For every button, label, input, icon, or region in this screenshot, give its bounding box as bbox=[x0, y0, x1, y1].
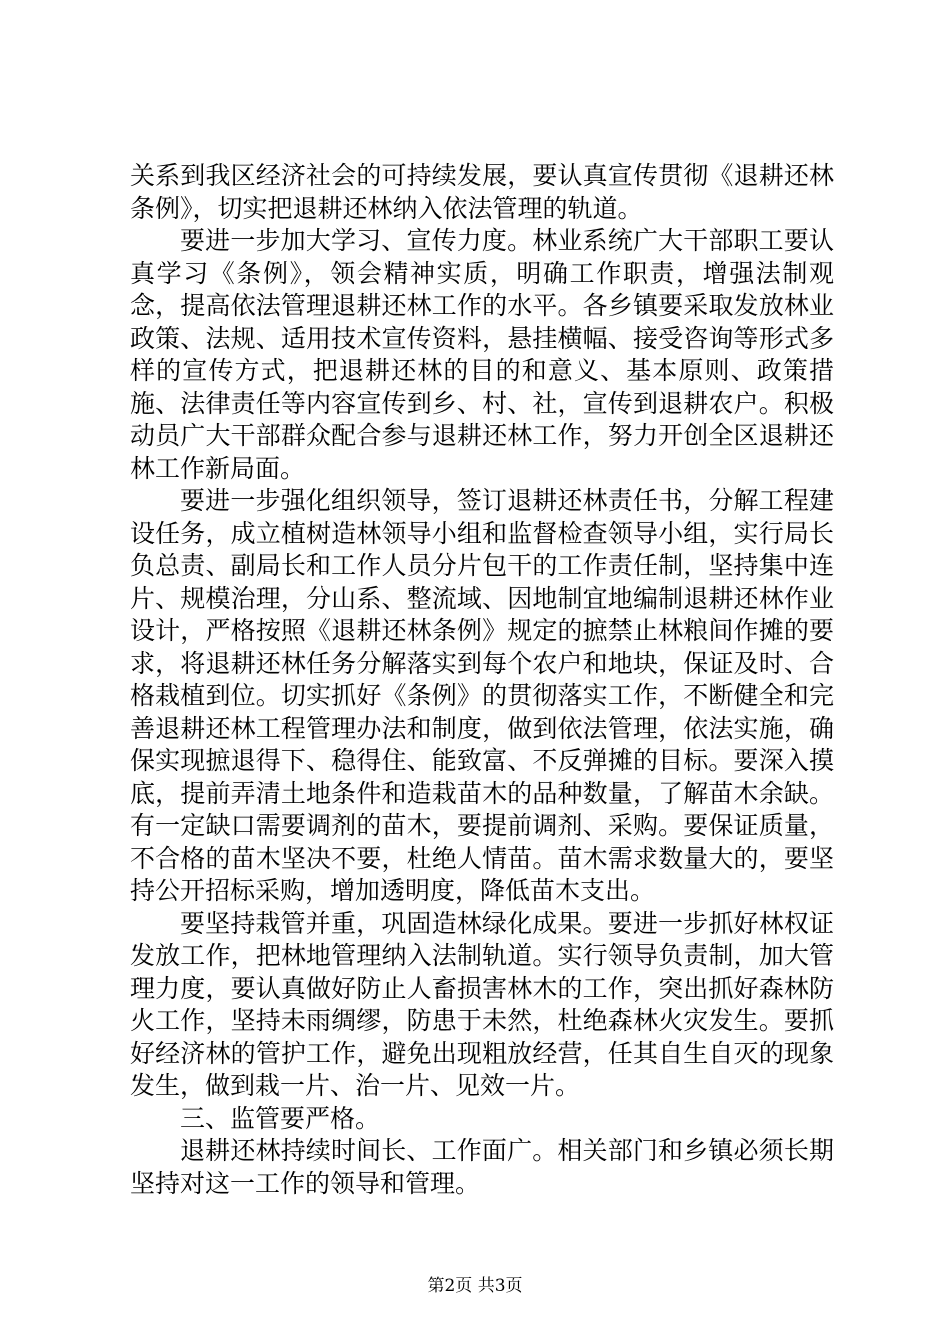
paragraph-planting-management: 要坚持栽管并重，巩固造林绿化成果。要进一步抓好林权证发放工作，把林地管理纳入法制轨道。实行领导负责制，加大管理力度，要认真做好防止人畜损害林木的工作，突出抓好森林防火工作，坚持未雨绸缪，防患于未然，杜绝森林火灾发生。要抓好经济林的管护工作，避免出现粗放经营，任其自生自灭的现象发生，做到栽一片、治一片、见效一片。 bbox=[130, 908, 834, 1100]
page-number-footer: 第2页 共3页 bbox=[427, 1276, 523, 1296]
paragraph-leadership: 要进一步强化组织领导，签订退耕还林责任书，分解工程建设任务，成立植树造林领导小组和监督检查领导小组，实行局长负总责、副局长和工作人员分片包干的工作责任制，坚持集中连片、规模治理，分山系、整流域、因地制宜地编制退耕还林作业设计，严格按照《退耕还林条例》规定的摭禁止林粮间作摊的要求，将退耕还林任务分解落实到每个农户和地块，保证及时、合格栽植到位。切实抓好《条例》的贯彻落实工作，不断健全和完善退耕还林工程管理办法和制度，做到依法管理，依法实施，确保实现摭退得下、稳得住、能致富、不反弹摊的目标。要深入摸底，提前弄清土地条件和造栽苗木的品种数量，了解苗木余缺。有一定缺口需要调剂的苗木，要提前调剂、采购。要保证质量，不合格的苗木坚决不要，杜绝人情苗。苗木需求数量大的，要坚持公开招标采购，增加透明度，降低苗木支出。 bbox=[130, 486, 834, 905]
section-heading-supervision: 三、监管要严格。 bbox=[180, 1103, 381, 1133]
paragraph-supervision: 退耕还林持续时间长、工作面广。相关部门和乡镇必须长期坚持对这一工作的领导和管理。 bbox=[130, 1136, 834, 1198]
document-body bbox=[130, 160, 834, 1200]
paragraph-continuation: 关系到我区经济社会的可持续发展，要认真宣传贯彻《退耕还林条例》，切实把退耕还林纳入依法管理的轨道。 bbox=[130, 161, 834, 223]
paragraph-publicity: 要进一步加大学习、宣传力度。林业系统广大干部职工要认真学习《条例》，领会精神实质，明确工作职责，增强法制观念，提高依法管理退耕还林工作的水平。各乡镇要采取发放林业政策、法规、适用技术宣传资料，悬挂横幅、接受咨询等形式多样的宣传方式，把退耕还林的目的和意义、基本原则、政策措施、法律责任等内容宣传到乡、村、社，宣传到退耕农户。积极动员广大干部群众配合参与退耕还林工作，努力开创全区退耕还林工作新局面。 bbox=[130, 226, 834, 483]
